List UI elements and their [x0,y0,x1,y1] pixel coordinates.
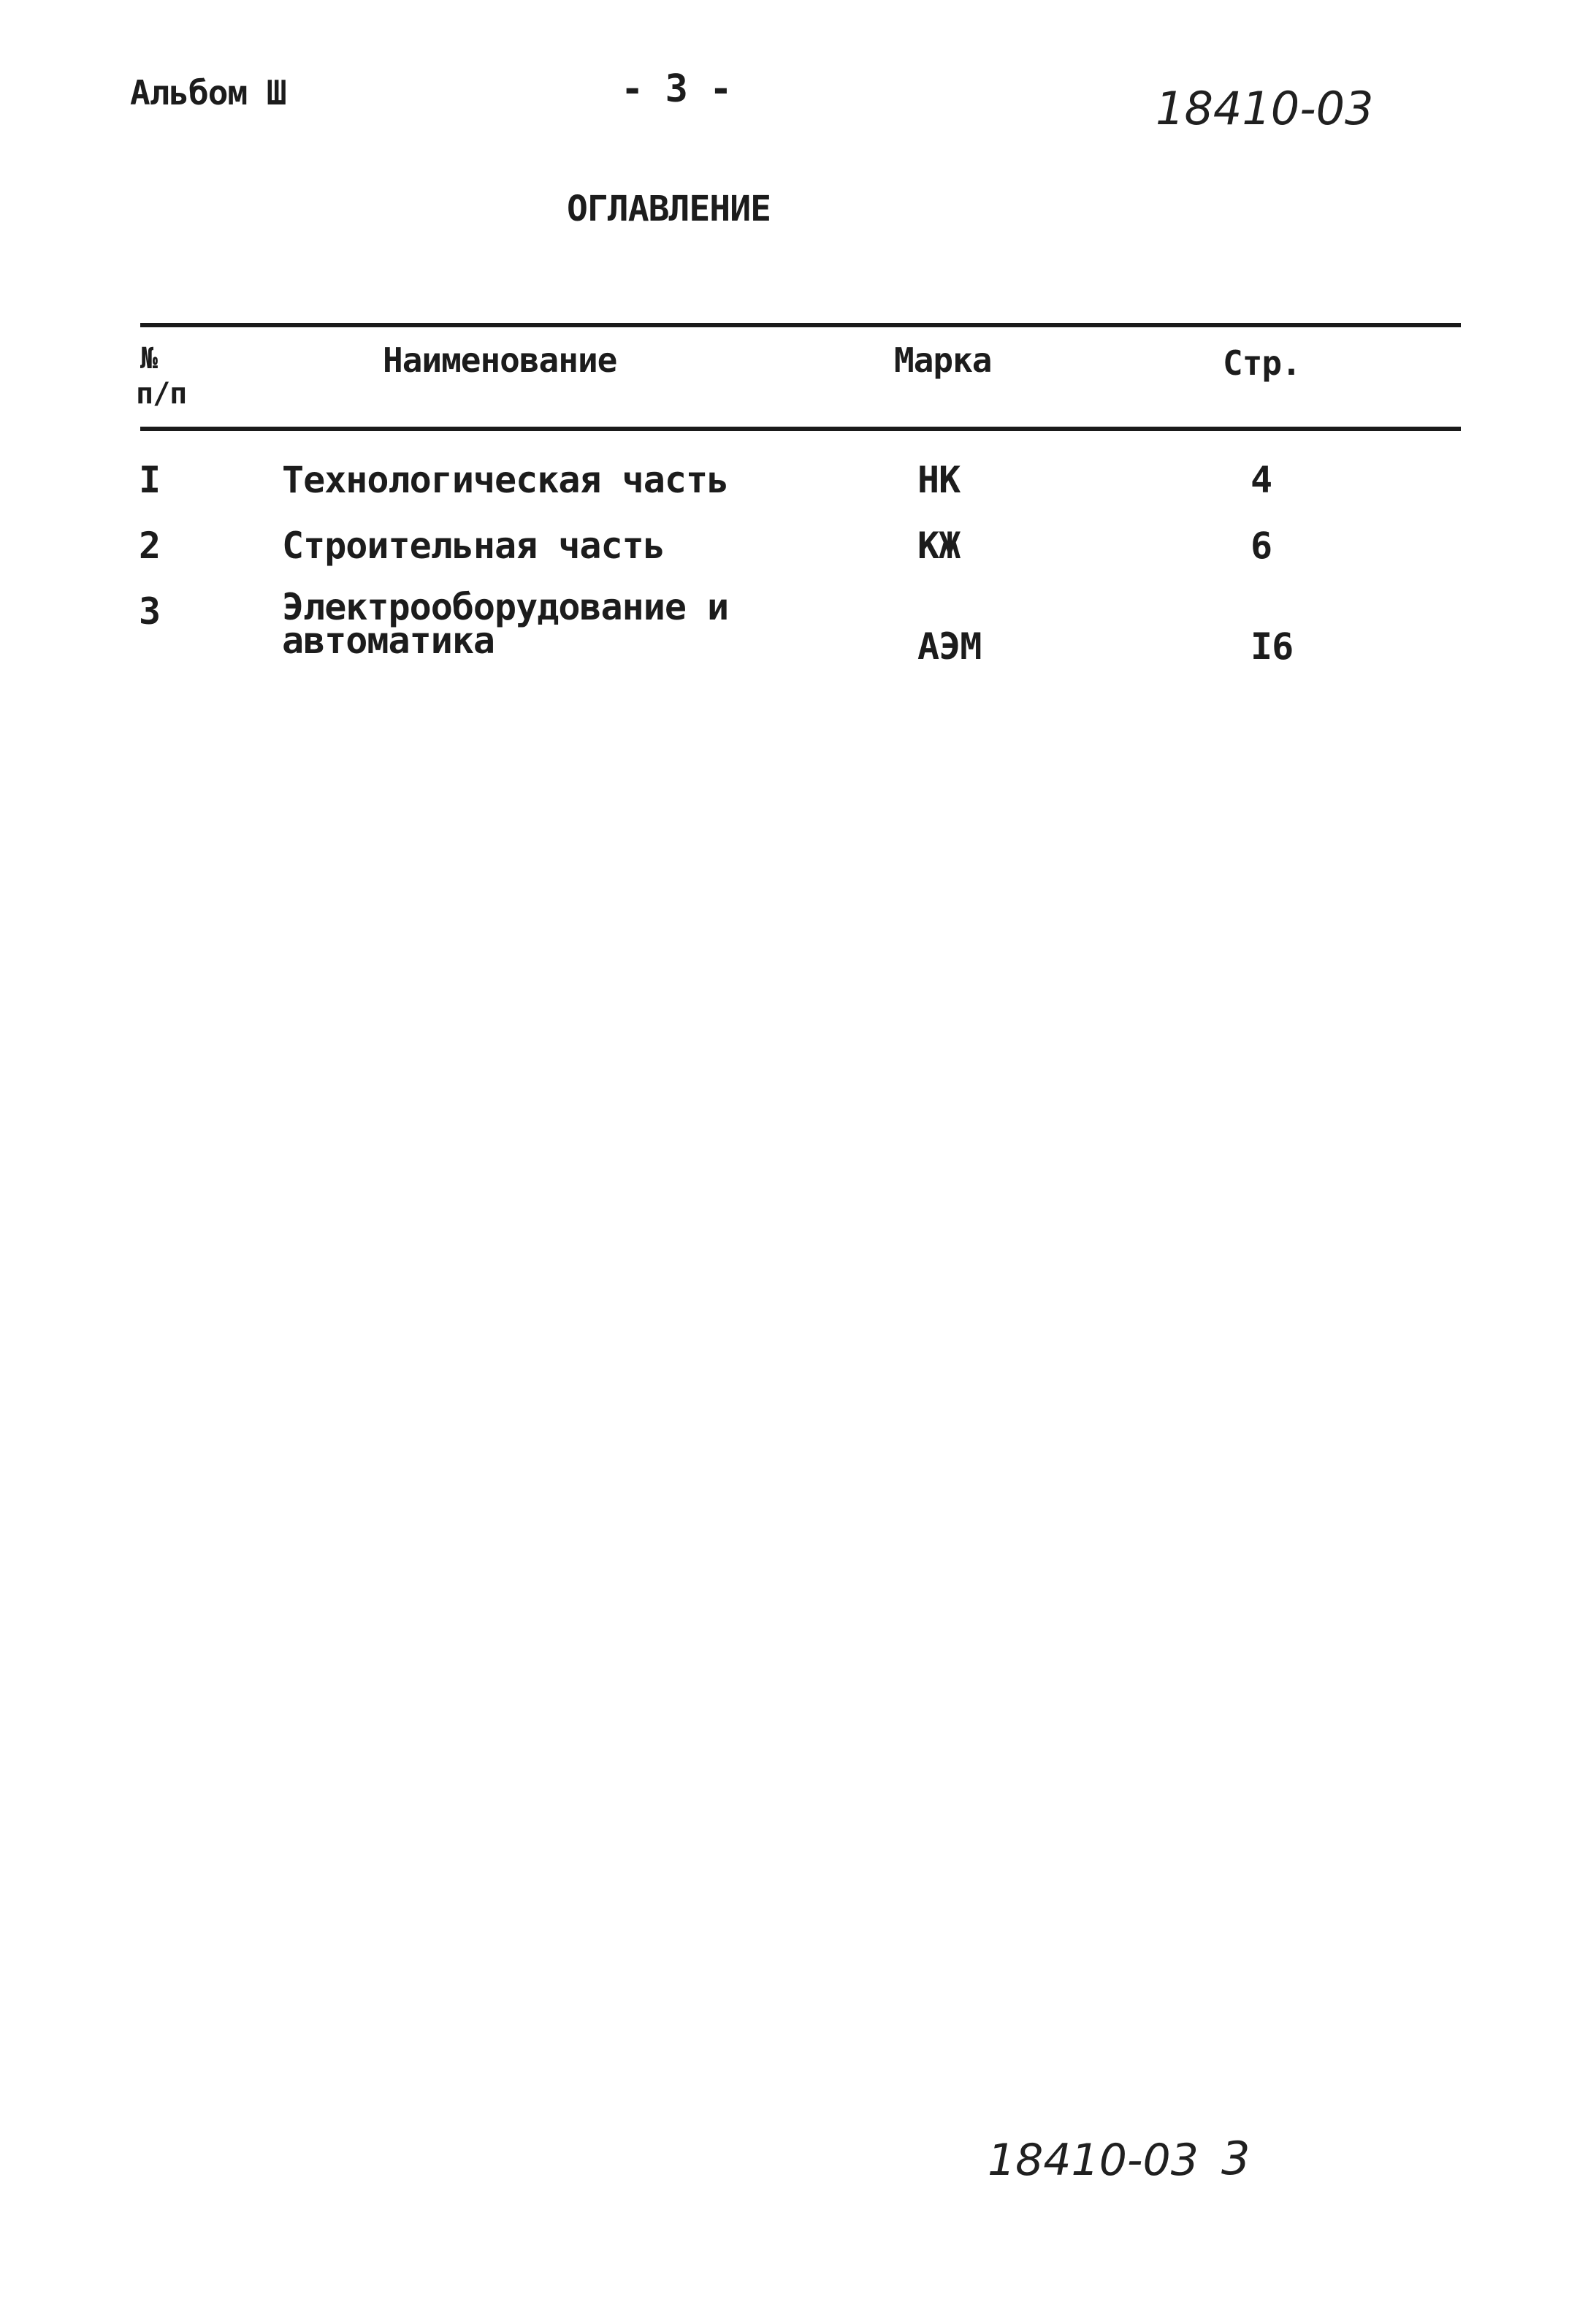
row-mark: КЖ [917,525,961,567]
row-name-line2: автоматика [282,620,495,662]
row-number: 2 [139,525,161,567]
document-code-handwritten: 18410-03 [1156,82,1374,135]
row-page: 6 [1251,525,1272,567]
row-name: Технологическая часть [282,459,729,501]
album-label: Альбом Ш [130,73,286,113]
row-page: I6 [1251,625,1294,668]
toc-title: ОГЛАВЛЕНИЕ [567,188,771,229]
page-number: - 3 - [621,67,732,111]
column-header-number-line2: п/п [136,377,187,411]
column-header-number-line1: № [140,342,158,376]
table-top-rule [140,323,1461,327]
row-mark: НК [917,459,961,501]
row-mark: АЭМ [917,625,982,668]
column-header-mark: Марка [894,340,992,380]
footer-document-code: 18410-03 [988,2135,1199,2186]
column-header-page: Стр. [1223,343,1301,383]
column-header-name: Наименование [383,340,617,380]
row-page: 4 [1251,459,1272,501]
row-name [282,586,729,662]
row-number: I [139,459,161,501]
row-name: Строительная часть [282,525,665,567]
row-number: 3 [139,590,161,633]
table-header-rule [140,427,1461,431]
footer-sheet-number: 3 [1221,2132,1251,2185]
row-name-line1: Электрооборудование и [282,586,729,628]
